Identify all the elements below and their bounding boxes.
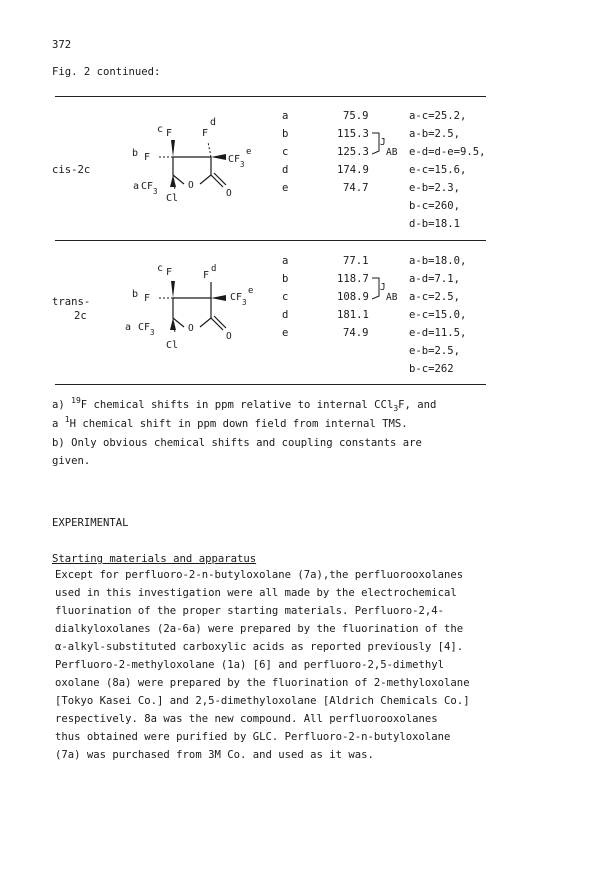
body-line: fluorination of the proper starting materials. Perfluoro-2,4- [55,605,445,617]
footnote-a2-marker: a [52,418,59,430]
label-f: F [144,152,151,163]
footnote-b: b) Only obvious chemical shifts and coupling constants are [52,437,422,449]
coupling-constant: e-d=11.5, [409,327,467,339]
coupling-constant: e-d=d-e=9.5, [409,146,486,158]
table-bottom-rule [55,384,486,385]
footnote-b-continued: given. [52,455,91,467]
structure-cis-2c [120,112,275,212]
wedge-bond [211,295,226,301]
position-letter: d [282,164,289,176]
footnote-a-line2 [52,417,408,432]
wedge-bond [171,140,175,157]
label-e: e [248,286,254,296]
compound-name: 2c [74,310,87,322]
coupling-constant: a-c=2.5, [409,291,461,303]
body-line: used in this investigation were all made by the electrochemical [55,587,457,599]
label-f: F [166,128,173,139]
page-number: 372 [52,39,72,51]
chemical-shift: 75.9 [343,110,369,122]
wedge-bond [211,154,226,160]
label-d: d [210,117,217,128]
hashed-bond [208,142,211,157]
section-heading: EXPERIMENTAL [52,517,129,529]
position-letter: b [282,273,289,285]
body-line: respectively. 8a was the new compound. All perfluorooxolanes [55,713,438,725]
label-a: a [133,181,140,192]
label-f: F [203,270,210,281]
subsection-heading: Starting materials and apparatus [52,553,257,565]
label-c: c [157,124,164,135]
ring-bond [200,175,211,184]
label-c: c [157,263,164,274]
row-divider-rule [55,240,486,241]
position-letter: d [282,309,289,321]
coupling-constant: e-c=15.6, [409,164,467,176]
label-b: b [132,148,139,159]
coupling-constant: a-d=7.1, [409,273,461,285]
label-subscript: 3 [153,187,158,196]
label-b: b [132,289,139,300]
label-e: e [246,147,252,157]
coupling-constant: d-b=18.1 [409,218,461,230]
body-line: dialkyloxolanes (2a-6a) were prepared by the fluorination of the [55,623,464,635]
chemical-shift: 108.9 [337,291,369,303]
coupling-constant: a-b=18.0, [409,255,467,267]
wedge-bond [171,281,175,298]
body-line: α-alkyl-substituted carboxylic acids as reported previously [4]. [55,641,464,653]
table-top-rule [55,96,486,97]
footnote-a-text: F chemical shifts in ppm relative to internal CCl [80,399,394,411]
chemical-shift: 74.7 [343,182,369,194]
coupling-constant: e-b=2.5, [409,345,461,357]
coupling-constant: a-b=2.5, [409,128,461,140]
body-line: (7a) was purchased from 3M Co. and used as it was. [55,749,374,761]
label-o: O [188,180,194,191]
footnote-a-marker: a) [52,399,65,411]
body-line: [Tokyo Kasei Co.] and 2,5-dimethyloxolane [Aldrich Chemicals Co.] [55,695,470,707]
label-subscript: 3 [150,328,155,337]
chemical-shift: 77.1 [343,255,369,267]
compound-name: trans- [52,296,91,308]
body-line: Except for perfluoro-2-n-butyloxolane (7a),the perfluorooxolanes [55,569,464,581]
chemical-shift: 115.3 [337,128,369,140]
position-letter: c [282,291,289,303]
position-letter: a [282,255,289,267]
coupling-constant: e-c=15.0, [409,309,467,321]
label-o: O [226,331,232,342]
label-subscript: 3 [240,160,245,169]
coupling-constant: b-c=260, [409,200,461,212]
position-letter: e [282,182,289,194]
body-line: Perfluoro-2-methyloxolane (1a) [6] and perfluoro-2,5-dimethyl [55,659,445,671]
structure-trans-2c [120,256,275,356]
ab-label: AB [386,292,398,303]
label-cf3: CF [138,322,151,333]
footnote-a2-text: H chemical shift in ppm down field from internal TMS. [69,418,408,430]
position-letter: c [282,146,289,158]
j-label: J [380,137,386,148]
label-cf3: CF [228,154,241,165]
label-f: F [166,267,173,278]
label-a: a [125,322,132,333]
label-f: F [144,293,151,304]
footnote-a-subscript: 3 [393,404,399,413]
chemical-shift: 118.7 [337,273,369,285]
footnote-a [52,398,436,413]
footnote-a2-superscript: 1 [64,415,70,424]
label-d: d [211,264,217,274]
position-letter: a [282,110,289,122]
label-o: O [226,188,232,199]
chemical-shift: 181.1 [337,309,369,321]
coupling-constant: e-b=2.3, [409,182,461,194]
chemical-shift: 74.9 [343,327,369,339]
j-label: J [380,282,386,293]
label-cl: Cl [166,340,179,351]
ab-label: AB [386,147,398,158]
position-letter: b [282,128,289,140]
chemical-shift: 125.3 [337,146,369,158]
compound-name: cis-2c [52,164,91,176]
label-cl: Cl [166,193,179,204]
body-line: oxolane (8a) were prepared by the fluorination of 2-methyloxolane [55,677,470,689]
coupling-constant: a-c=25.2, [409,110,467,122]
label-subscript: 3 [242,298,247,307]
figure-caption: Fig. 2 continued: [52,66,161,78]
footnote-a-text-end: F, and [398,399,437,411]
label-f: F [202,128,209,139]
body-line: thus obtained were purified by GLC. Perfluoro-2-n-butyloxolane [55,731,451,743]
label-o: O [188,323,194,334]
position-letter: e [282,327,289,339]
coupling-constant: b-c=262 [409,363,454,375]
label-cf3: CF [141,181,154,192]
footnote-a-superscript: 19 [71,396,81,405]
label-cf3: CF [230,292,243,303]
ring-bond [200,318,211,327]
chemical-shift: 174.9 [337,164,369,176]
